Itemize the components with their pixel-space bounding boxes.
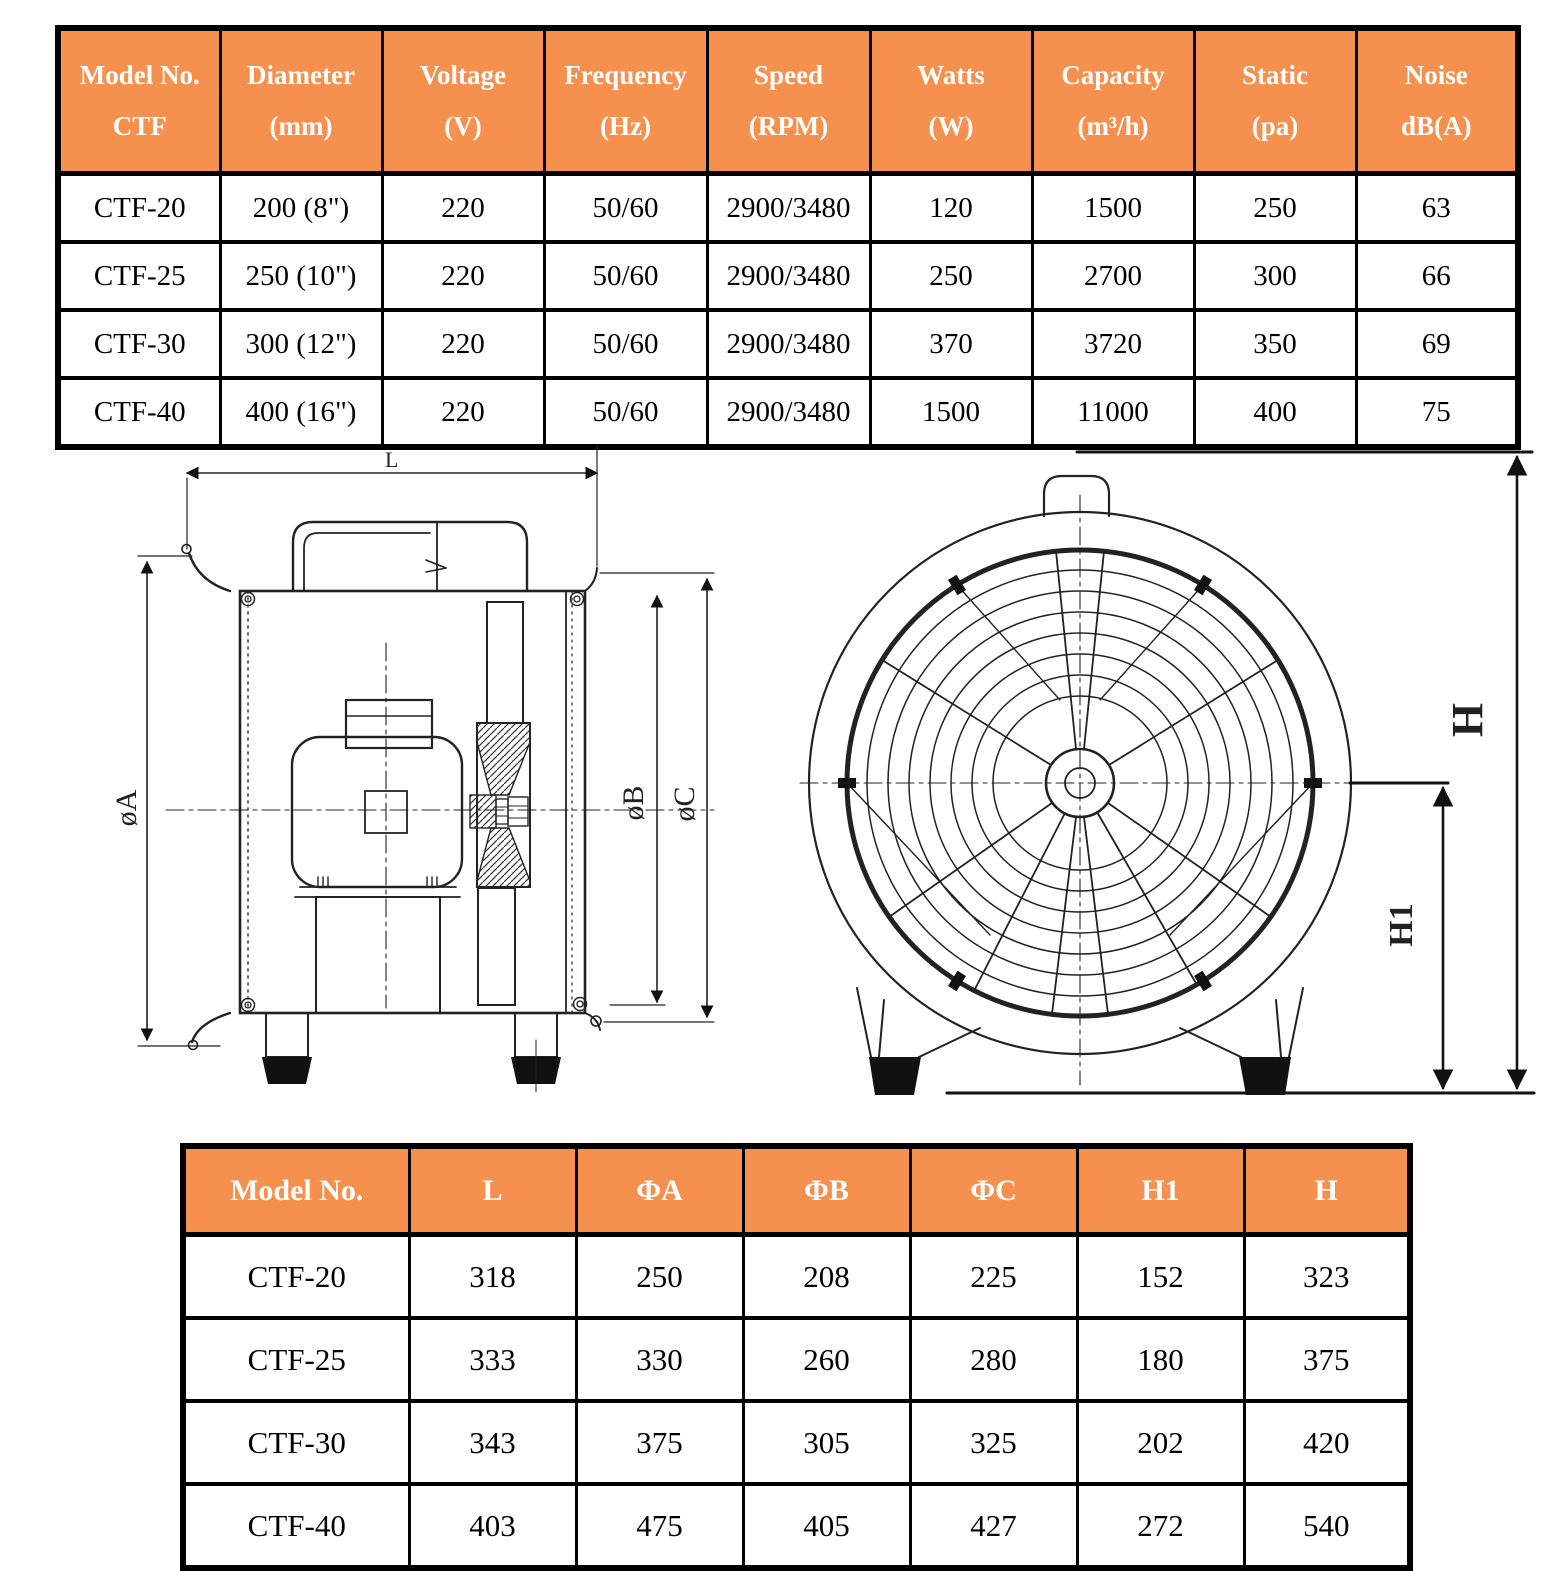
- cell: 1500: [870, 378, 1032, 447]
- cell: 250: [1194, 174, 1356, 243]
- header-line: Noise: [1404, 60, 1468, 90]
- front-view-drawing: [800, 452, 1534, 1095]
- side-view-drawing: [110, 446, 714, 1092]
- cell: 280: [910, 1318, 1077, 1401]
- cell: 11000: [1032, 378, 1194, 447]
- cell: CTF-40: [183, 1484, 409, 1568]
- cell: 250 (10"): [220, 242, 382, 310]
- dimension-H1: [1350, 783, 1448, 1088]
- header-line: Frequency: [564, 60, 687, 90]
- cell: CTF-20: [183, 1235, 409, 1319]
- cell: CTF-40: [58, 378, 220, 447]
- cell: 260: [743, 1318, 910, 1401]
- header-line: (mm): [269, 111, 333, 141]
- cell: 220: [382, 310, 544, 378]
- header-cell: [707, 28, 870, 174]
- cell: 2900/3480: [707, 174, 870, 243]
- header-cell: [544, 28, 707, 174]
- table-row: [183, 1235, 1410, 1319]
- handle: [293, 522, 527, 591]
- cell: 333: [409, 1318, 576, 1401]
- cell: 225: [910, 1235, 1077, 1319]
- header-cell: Model No.: [183, 1146, 409, 1235]
- cell: 208: [743, 1235, 910, 1319]
- cell: 69: [1356, 310, 1518, 378]
- header-cell: [220, 28, 382, 174]
- technical-drawing: [100, 430, 1540, 1130]
- dimension-H: [947, 452, 1534, 1093]
- header-cell: [382, 28, 544, 174]
- cell: 50/60: [544, 378, 707, 447]
- foot: [262, 1013, 561, 1092]
- table-row: [58, 174, 1518, 243]
- cell: 400 (16"): [220, 378, 382, 447]
- cell: 1500: [1032, 174, 1194, 243]
- bolt-icon: [242, 593, 587, 1012]
- cell: 3720: [1032, 310, 1194, 378]
- header-cell: ΦB: [743, 1146, 910, 1235]
- cell: 475: [576, 1484, 743, 1568]
- table-row: [58, 310, 1518, 378]
- table-row: [183, 1318, 1410, 1401]
- dim-label-L: L: [385, 447, 399, 472]
- cell: CTF-25: [183, 1318, 409, 1401]
- header-cell: [1032, 28, 1194, 174]
- header-line: (pa): [1251, 111, 1299, 141]
- cell: 343: [409, 1401, 576, 1484]
- propeller: [470, 602, 530, 1005]
- cell: CTF-30: [58, 310, 220, 378]
- cell: 200 (8"): [220, 174, 382, 243]
- header-line: Watts: [917, 60, 985, 90]
- cell: 202: [1077, 1401, 1244, 1484]
- header-cell: L: [409, 1146, 576, 1235]
- cell: 220: [382, 242, 544, 310]
- header-line: Static: [1242, 60, 1308, 90]
- dim-label-dia-B: øB: [617, 785, 650, 821]
- cell: 375: [1244, 1318, 1410, 1401]
- cell: 50/60: [544, 242, 707, 310]
- cell: 2900/3480: [707, 242, 870, 310]
- cell: 66: [1356, 242, 1518, 310]
- header-cell: H: [1244, 1146, 1410, 1235]
- header-cell: [58, 28, 220, 174]
- header-line: Model No.: [79, 60, 200, 90]
- cell: 405: [743, 1484, 910, 1568]
- header-line: (RPM): [748, 111, 829, 141]
- header-cell: [1194, 28, 1356, 174]
- dim-label-dia-C: øC: [668, 786, 701, 822]
- cell: 272: [1077, 1484, 1244, 1568]
- cell: 323: [1244, 1235, 1410, 1319]
- header-cell: ΦC: [910, 1146, 1077, 1235]
- table-row: [58, 242, 1518, 310]
- cell: 220: [382, 174, 544, 243]
- header-cell: [1356, 28, 1518, 174]
- cell: 427: [910, 1484, 1077, 1568]
- table-row: [183, 1484, 1410, 1568]
- header-line: (V): [444, 111, 482, 141]
- dim-label-dia-A: øA: [110, 789, 143, 827]
- cell: 403: [409, 1484, 576, 1568]
- header-line: Capacity: [1061, 60, 1165, 90]
- cell: 50/60: [544, 310, 707, 378]
- cell: 330: [576, 1318, 743, 1401]
- header-line: (Hz): [600, 111, 651, 141]
- spec-table: [55, 25, 1521, 450]
- header-line: Diameter: [247, 60, 355, 90]
- cell: 350: [1194, 310, 1356, 378]
- header-line: (W): [928, 111, 974, 141]
- cell: 370: [870, 310, 1032, 378]
- cell: 540: [1244, 1484, 1410, 1568]
- motor: [292, 643, 462, 1013]
- dimension-L: [187, 446, 597, 566]
- cell: 180: [1077, 1318, 1244, 1401]
- cell: 63: [1356, 174, 1518, 243]
- header-line: CTF: [112, 111, 167, 141]
- cell: CTF-30: [183, 1401, 409, 1484]
- header-line: dB(A): [1400, 111, 1472, 141]
- cell: CTF-20: [58, 174, 220, 243]
- cell: 50/60: [544, 174, 707, 243]
- cell: 2900/3480: [707, 378, 870, 447]
- dimension-table: [180, 1143, 1413, 1571]
- header-cell: H1: [1077, 1146, 1244, 1235]
- handle: [1044, 476, 1109, 516]
- cell: 2700: [1032, 242, 1194, 310]
- header-cell: [870, 28, 1032, 174]
- spec-table-header-row: [58, 28, 1518, 174]
- dim-label-H: H: [1443, 702, 1492, 738]
- cell: CTF-25: [58, 242, 220, 310]
- cell: 400: [1194, 378, 1356, 447]
- cell: 305: [743, 1401, 910, 1484]
- cell: 300 (12"): [220, 310, 382, 378]
- cell: 120: [870, 174, 1032, 243]
- header-cell: ΦA: [576, 1146, 743, 1235]
- cell: 375: [576, 1401, 743, 1484]
- header-line: Speed: [753, 60, 824, 90]
- cell: 75: [1356, 378, 1518, 447]
- cell: 250: [870, 242, 1032, 310]
- cell: 220: [382, 378, 544, 447]
- cell: 325: [910, 1401, 1077, 1484]
- cell: 250: [576, 1235, 743, 1319]
- cell: 318: [409, 1235, 576, 1319]
- dimension-table-header-row: [183, 1146, 1410, 1235]
- cell: 152: [1077, 1235, 1244, 1319]
- dimension-dia-B: [610, 596, 665, 1005]
- dimension-dia-A: [110, 562, 147, 1040]
- header-line: Voltage: [420, 60, 506, 90]
- table-row: [183, 1401, 1410, 1484]
- header-line: (m³/h): [1077, 111, 1149, 141]
- cell: 420: [1244, 1401, 1410, 1484]
- cell: 300: [1194, 242, 1356, 310]
- cell: 2900/3480: [707, 310, 870, 378]
- dim-label-H1: H1: [1383, 903, 1420, 947]
